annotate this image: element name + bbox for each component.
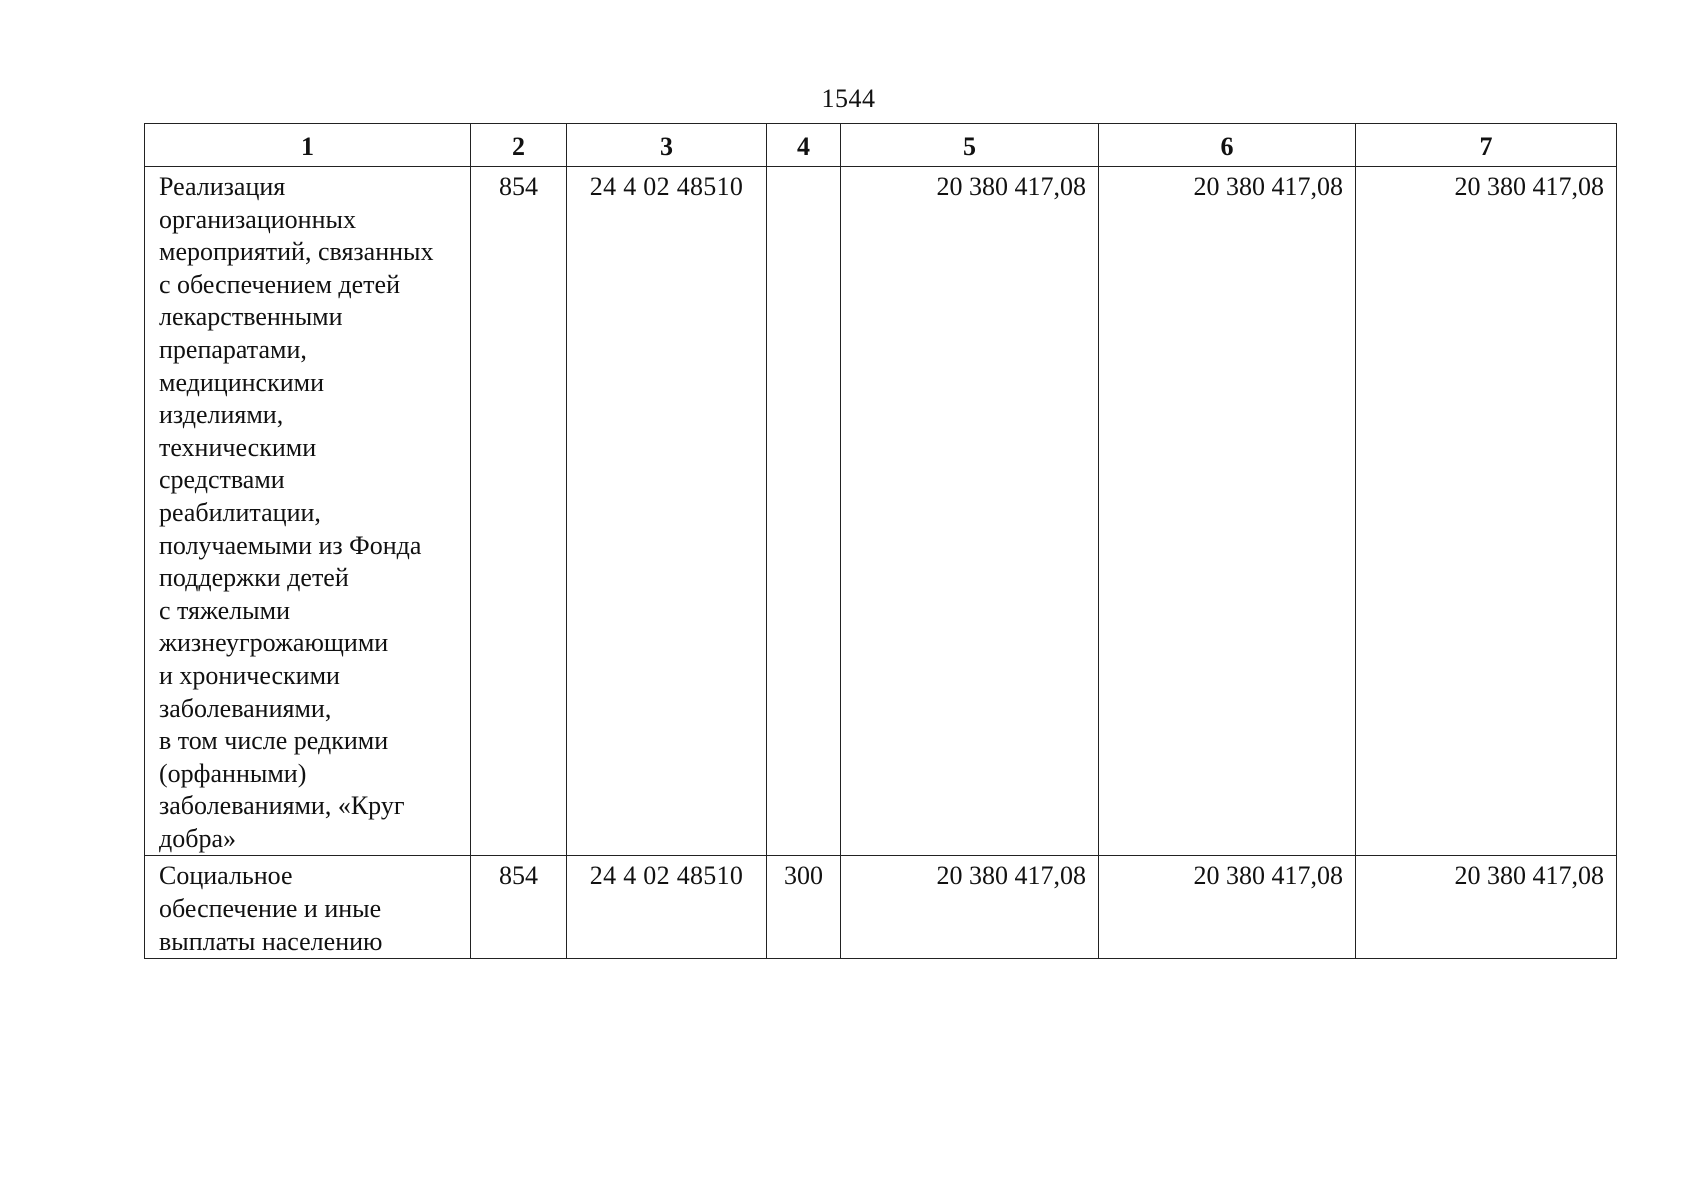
amount-col5-cell: 20 380 417,08 <box>841 856 1099 959</box>
row-name-cell: Реализация организационных мероприятий, связанных с обеспечением детей лекарственными препаратами, медицинскими изделиями, техническими средствами реабилитации, получаемыми из Фонда поддержки детей с тяжелыми жизнеугрожающими и хроническими заболеваниями, в том числе редкими (орфанными) заболеваниями, «Круг добра» <box>145 167 471 856</box>
table-header-row <box>145 124 1617 167</box>
admin-code-cell: 854 <box>471 167 567 856</box>
amount-col5-cell: 20 380 417,08 <box>841 167 1099 856</box>
column-header-4: 4 <box>767 124 841 167</box>
expense-type-cell <box>767 167 841 856</box>
amount-col7-cell: 20 380 417,08 <box>1356 167 1617 856</box>
target-article-cell: 24 4 02 48510 <box>567 167 767 856</box>
expense-type-cell: 300 <box>767 856 841 959</box>
table-row <box>145 856 1617 959</box>
amount-col6-cell: 20 380 417,08 <box>1099 856 1356 959</box>
amount-col7-cell: 20 380 417,08 <box>1356 856 1617 959</box>
column-header-3: 3 <box>567 124 767 167</box>
admin-code-cell: 854 <box>471 856 567 959</box>
budget-table <box>144 123 1617 959</box>
column-header-2: 2 <box>471 124 567 167</box>
column-header-1: 1 <box>145 124 471 167</box>
column-header-6: 6 <box>1099 124 1356 167</box>
table-row <box>145 167 1617 856</box>
target-article-cell: 24 4 02 48510 <box>567 856 767 959</box>
row-name-cell: Социальное обеспечение и иные выплаты населению <box>145 856 471 959</box>
amount-col6-cell: 20 380 417,08 <box>1099 167 1356 856</box>
page-number: 1544 <box>821 84 876 113</box>
column-header-7: 7 <box>1356 124 1617 167</box>
column-header-5: 5 <box>841 124 1099 167</box>
